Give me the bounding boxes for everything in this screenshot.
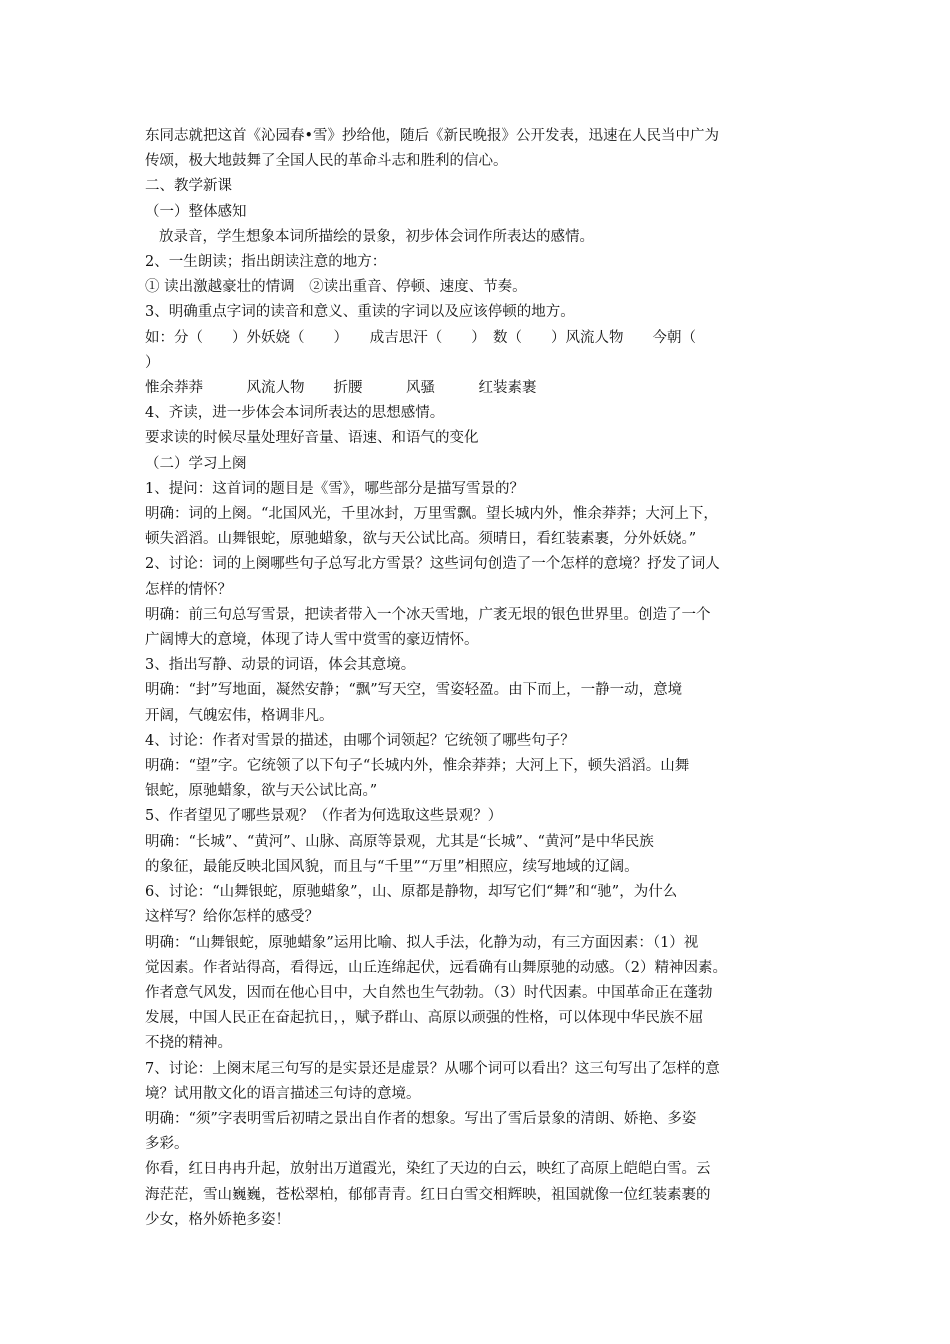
text-line: 明确：前三句总写雪景，把读者带入一个冰天雪地，广袤无垠的银色世界里。创造了一个: [145, 606, 711, 623]
text-line: 银蛇，原驰蜡象，欲与天公试比高。”: [145, 783, 378, 800]
text-line: 2、一生朗读；指出朗读注意的地方：: [145, 254, 387, 271]
text-line: 1、提问：这首词的题目是《雪》，哪些部分是描写雪景的？: [145, 480, 524, 497]
text-line: 如：分（ ）外妖娆（ ） 成吉思汗（ ） 数（ ）风流人物 今朝（: [145, 329, 696, 346]
text-line: 惟余莽莽 风流人物 折腰 风骚 红装素裹: [145, 380, 537, 397]
subsection-heading: （一）整体感知: [145, 203, 247, 220]
text-line: 4、讨论：作者对雪景的描述，由哪个词领起？它统领了哪些句子？: [145, 732, 575, 749]
text-line: 明确：“须”字表明雪后初晴之景出自作者的想象。写出了雪后景象的清朗、娇艳、多姿: [145, 1110, 697, 1127]
text-line: 顿失滔滔。山舞银蛇，原驰蜡象，欲与天公试比高。须晴日，看红装素裹，分外妖娆。”: [145, 531, 697, 548]
text-line: 多彩。: [145, 1136, 189, 1153]
text-line: 不挠的精神。: [145, 1035, 232, 1052]
text-line: 6、讨论：“山舞银蛇，原驰蜡象”，山、原都是静物，却写它们“舞”和“驰”，为什么: [145, 884, 678, 901]
text-line: ）: [145, 354, 160, 371]
text-line: 3、指出写静、动景的词语，体会其意境。: [145, 657, 416, 674]
text-line: 放录音，学生想象本词所描绘的景象，初步体会词作所表达的感情。: [159, 228, 594, 245]
text-line: 3、明确重点字词的读音和意义、重读的字词以及应该停顿的地方。: [145, 304, 575, 321]
subsection-heading: （二）学习上阕: [145, 455, 247, 472]
text-line: 作者意气风发，因而在他心目中，大自然也生气勃勃。（3）时代因素。中国革命正在蓬勃: [145, 984, 713, 1001]
text-line: 开阔，气魄宏伟，格调非凡。: [145, 707, 334, 724]
text-line: 7、讨论：上阕末尾三句写的是实景还是虚景？从哪个词可以看出？这三句写出了怎样的意: [145, 1060, 720, 1077]
text-line: 发展，中国人民正在奋起抗日，，赋予群山、高原以顽强的性格，可以体现中华民族不屈: [145, 1010, 704, 1027]
text-line: 5、作者望见了哪些景观？（作者为何选取这些景观？）: [145, 808, 503, 825]
text-line: 明确：“望”字。它统领了以下句子“长城内外，惟余莽莽；大河上下，顿失滔滔。山舞: [145, 758, 690, 775]
text-line: 2、讨论：词的上阕哪些句子总写北方雪景？这些词句创造了一个怎样的意境？抒发了词人: [145, 556, 720, 573]
text-line: 海茫茫，雪山巍巍，苍松翠柏，郁郁青青。红日白雪交相辉映，祖国就像一位红装素裹的: [145, 1186, 711, 1203]
text-line: 怎样的情怀？: [145, 581, 232, 598]
text-line: 广阔博大的意境，体现了诗人雪中赏雪的豪迈情怀。: [145, 632, 479, 649]
text-line: 明确：“山舞银蛇，原驰蜡象”运用比喻、拟人手法，化静为动，有三方面因素：（1）视: [145, 934, 699, 951]
text-line: 要求读的时候尽量处理好音量、语速、和语气的变化: [145, 430, 479, 447]
text-line: 你看，红日冉冉升起，放射出万道霞光，染红了天边的白云，映红了高原上皑皑白雪。云: [145, 1161, 711, 1178]
text-line: 的象征，最能反映北国风貌，而且与“千里”“万里”相照应，续写地域的辽阔。: [145, 858, 639, 875]
section-heading: 二、教学新课: [145, 178, 232, 195]
text-line: 传颂，极大地鼓舞了全国人民的革命斗志和胜利的信心。: [145, 153, 508, 170]
text-line: 少女，格外娇艳多姿！: [145, 1211, 290, 1228]
text-line: 觉因素。作者站得高，看得远，山丘连绵起伏，远看确有山舞原驰的动感。（2）精神因素。: [145, 959, 727, 976]
text-line: 这样写？给你怎样的感受？: [145, 909, 319, 926]
document-page: [145, 124, 825, 1233]
text-line: 明确：“封”写地面，凝然安静；“飘”写天空，雪姿轻盈。由下而上，一静一动，意境: [145, 682, 683, 699]
text-line: 东同志就把这首《沁园春•雪》抄给他，随后《新民晚报》公开发表，迅速在人民当中广为: [145, 128, 720, 144]
text-line: 境？试用散文化的语言描述三句诗的意境。: [145, 1085, 421, 1102]
text-line: 4、齐读，进一步体会本词所表达的思想感情。: [145, 405, 445, 422]
text-line: 明确：词的上阕。“北国风光，千里冰封，万里雪飘。望长城内外，惟余莽莽；大河上下，: [145, 506, 718, 523]
text-line: ① 读出激越豪壮的情调 ②读出重音、停顿、速度、节奏。: [145, 279, 527, 296]
text-line: 明确：“长城”、“黄河”、山脉、高原等景观，尤其是“长城”、“黄河”是中华民族: [145, 833, 654, 850]
